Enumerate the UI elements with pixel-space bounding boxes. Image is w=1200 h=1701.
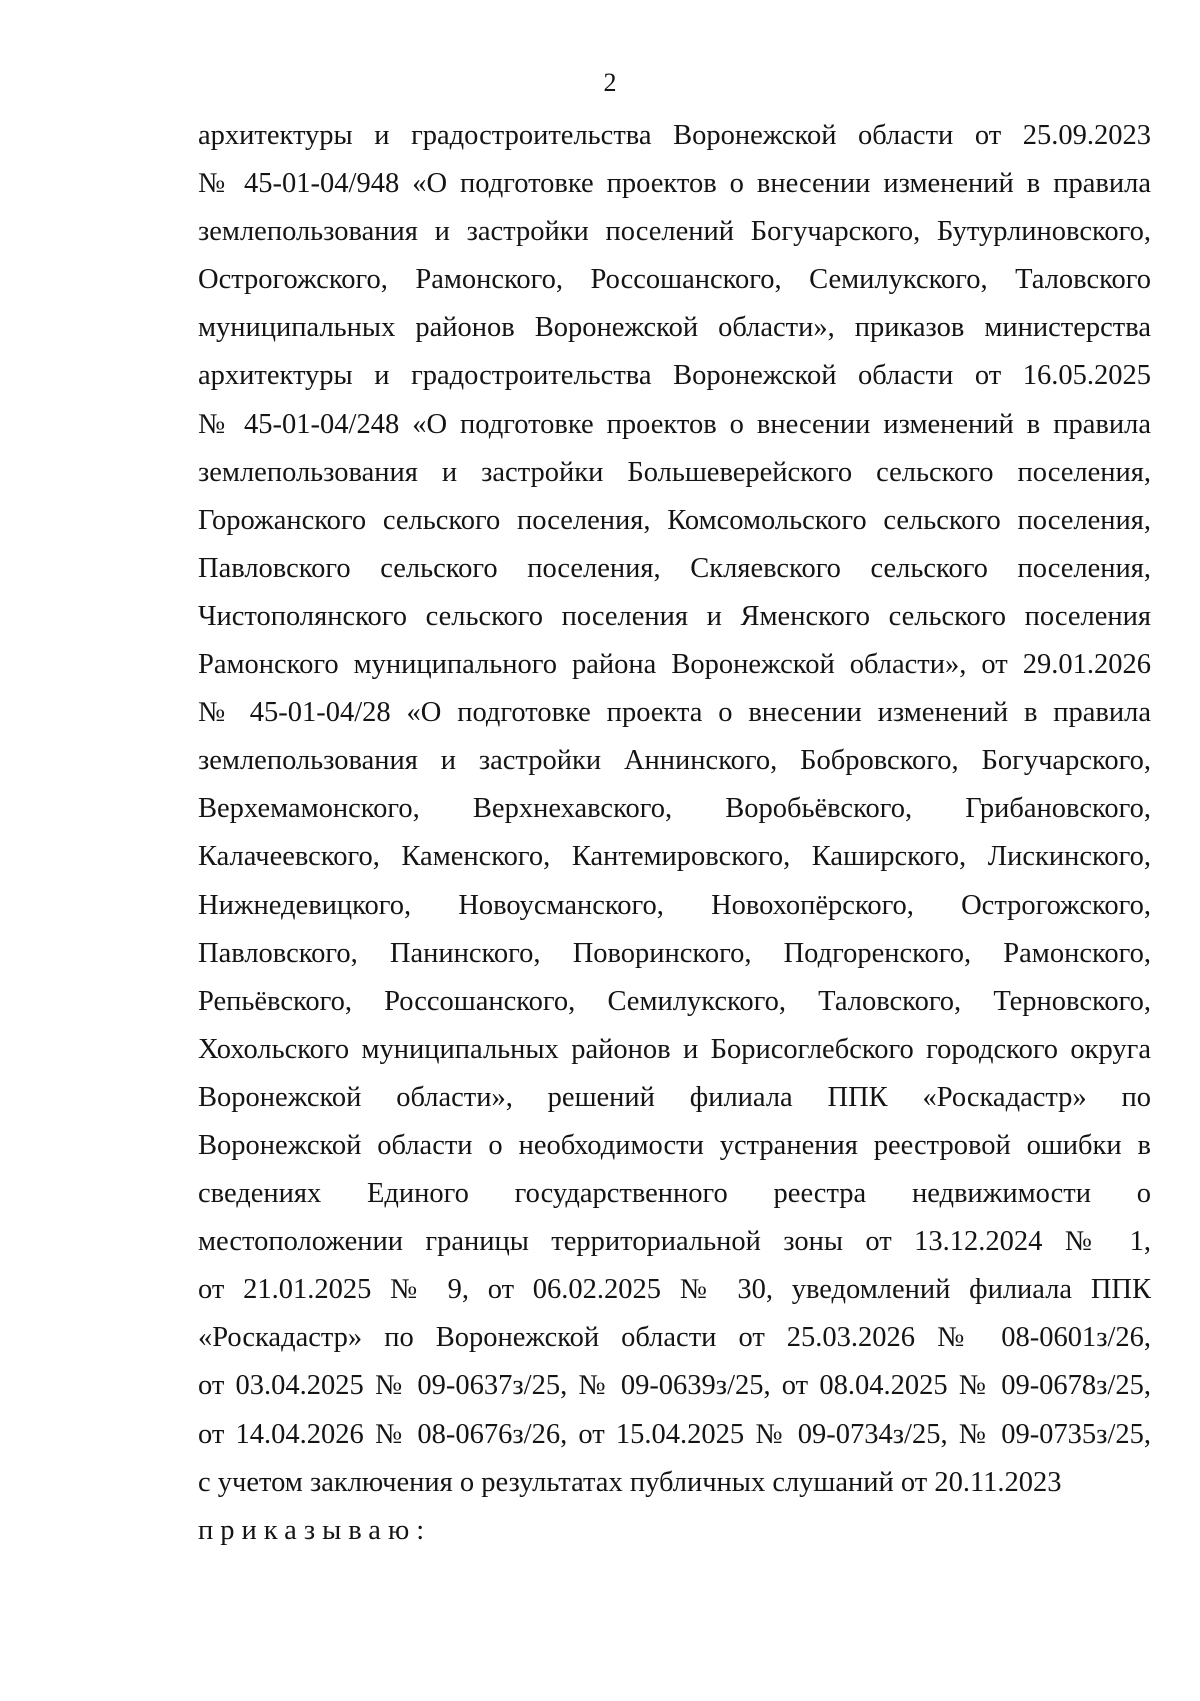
text-line: землепользования и застройки Аннинского, Бобровского, Богучарского, (198, 745, 1151, 777)
text-line: от 21.01.2025 № 9, от 06.02.2025 № 30, уведомлений филиала ППК (198, 1274, 1151, 1306)
text-line: землепользования и застройки поселений Богучарского, Бутурлиновского, (198, 216, 1151, 248)
text-line: Репьёвского, Россошанского, Семилукского, Таловского, Терновского, (198, 985, 1151, 1017)
text-line: Павловского сельского поселения, Скляевского сельского поселения, (198, 552, 1151, 584)
text-line: от 03.04.2025 № 09-0637з/25, № 09-0639з/25, от 08.04.2025 № 09-0678з/25, (198, 1370, 1151, 1402)
text-line: сведениях Единого государственного реестра недвижимости о (198, 1178, 1151, 1210)
text-line: Хохольского муниципальных районов и Борисоглебского городского округа (198, 1033, 1151, 1065)
text-line: Чистополянского сельского поселения и Яменского сельского поселения (198, 600, 1151, 632)
text-line: Острогожского, Рамонского, Россошанского, Семилукского, Таловского (198, 264, 1151, 296)
text-line: с учетом заключения о результатах публичных слушаний от 20.11.2023 (198, 1466, 1062, 1498)
text-line: муниципальных районов Воронежской области», приказов министерства (198, 312, 1151, 344)
order-word: приказываю: (198, 1514, 432, 1546)
page-number: 2 (603, 68, 617, 97)
text-line: Воронежской области», решений филиала ППК «Роскадастр» по (198, 1081, 1151, 1113)
text-line: «Роскадастр» по Воронежской области от 25.03.2026 № 08-0601з/26, (198, 1322, 1151, 1354)
text-line: Верхемамонского, Верхнехавского, Воробьёвского, Грибановского, (198, 793, 1151, 825)
text-line: архитектуры и градостроительства Воронежской области от 25.09.2023 (198, 120, 1151, 151)
text-line: № 45-01-04/248 «О подготовке проектов о внесении изменений в правила (198, 408, 1151, 440)
text-line: землепользования и застройки Большеверейского сельского поселения, (198, 456, 1151, 488)
text-line: № 45-01-04/28 «О подготовке проекта о внесении изменений в правила (198, 697, 1151, 729)
text-line: Калачеевского, Каменского, Кантемировского, Каширского, Лискинского, (198, 841, 1151, 873)
text-line: Рамонского муниципального района Воронежской области», от 29.01.2026 (198, 649, 1151, 681)
text-line: Павловского, Панинского, Поворинского, Подгоренского, Рамонского, (198, 937, 1151, 969)
document-body (198, 122, 1151, 1565)
text-line: Нижнедевицкого, Новоусманского, Новохопёрского, Острогожского, (198, 889, 1151, 921)
text-line: № 45-01-04/948 «О подготовке проектов о внесении изменений в правила (198, 168, 1151, 200)
text-line: Горожанского сельского поселения, Комсомольского сельского поселения, (198, 504, 1151, 536)
text-line: Воронежской области о необходимости устранения реестровой ошибки в (198, 1129, 1151, 1161)
text-line: местоположении границы территориальной зоны от 13.12.2024 № 1, (198, 1226, 1151, 1258)
text-line: архитектуры и градостроительства Воронежской области от 16.05.2025 (198, 360, 1151, 392)
text-line: от 14.04.2026 № 08-0676з/26, от 15.04.2025 № 09-0734з/25, № 09-0735з/25, (198, 1418, 1151, 1450)
